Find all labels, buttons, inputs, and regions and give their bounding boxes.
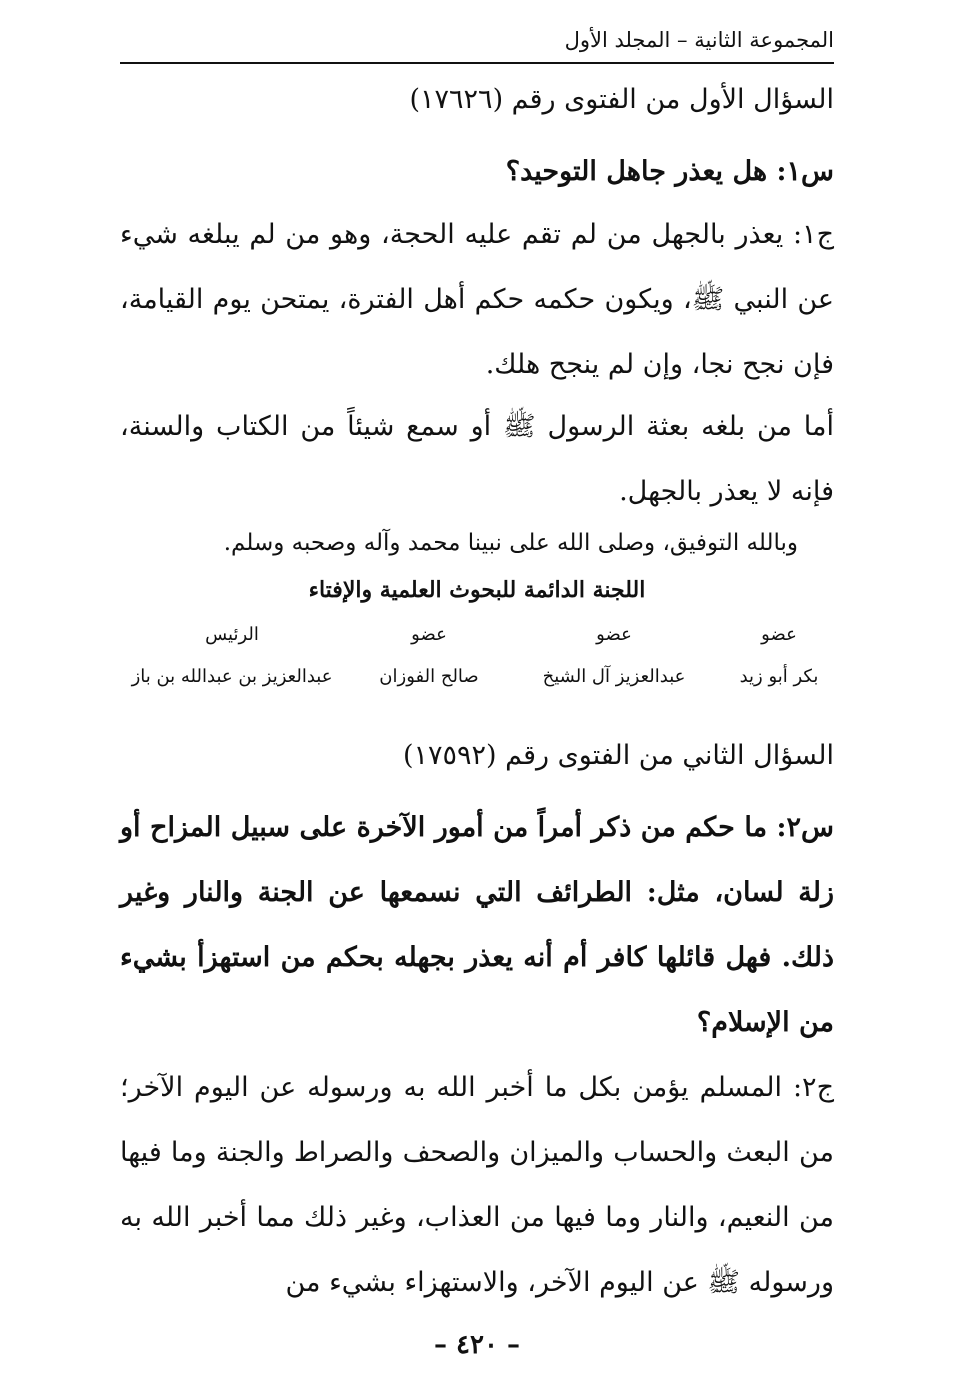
fatwa-2-answer: ج٢: المسلم يؤمن بكل ما أخبر الله به ورسوله عن اليوم الآخر؛ من البعث والحساب والميزان والصحف والصراط والجنة وما فيها من النعيم، والنار وما فيها من العذاب، وغير ذلك مما أخبر الله به ورسوله ﷺ عن اليوم الآخر، والاستهزاء بشيء من	[120, 1072, 834, 1298]
signatory-title: عضو	[411, 624, 447, 645]
running-header: المجموعة الثانية – المجلد الأول	[120, 22, 834, 64]
signatory-names-row	[120, 662, 834, 692]
signatory-titles-row	[120, 620, 834, 650]
signatory-name: بكر أبو زيد	[739, 666, 819, 687]
fatwa-1-answer-paragraph-1: ج١: يعذر بالجهل من لم تقم عليه الحجة، وهو من لم يبلغه شيء عن النبي ﷺ، ويكون حكمه حكم أهل الفترة، يمتحن يوم القيامة، فإن نجح نجا، وإن لم ينجح هلك.	[120, 219, 834, 380]
fatwa-2-question: س٢: ما حكم من ذكر أمراً من أمور الآخرة على سبيل المزاح أو زلة لسان، مثل: الطرائف التي نسمعها عن الجنة والنار وغير ذلك. فهل قائلها كافر أم أنه يعذر بجهله بحكم من استهزأ بشيء من الإسلام؟	[120, 812, 834, 1038]
signatory-title: عضو	[761, 624, 797, 645]
signatory-name: صالح الفوزان	[379, 666, 479, 687]
signatory-title: عضو	[596, 624, 632, 645]
fatwa-1-heading: السؤال الأول من الفتوى رقم (١٧٦٢٦)	[409, 84, 834, 115]
signatory-name: عبدالعزيز آل الشيخ	[542, 666, 686, 687]
signatory-title: الرئيس	[205, 624, 259, 645]
fatwa-2-heading: السؤال الثاني من الفتوى رقم (١٧٥٩٢)	[402, 740, 834, 771]
page-number: – ٤٢٠ –	[433, 1330, 521, 1360]
fatwa-1-closing: وبالله التوفيق، وصلى الله على نبينا محمد وآله وصحبه وسلم.	[223, 530, 798, 556]
fatwa-1-question: س١: هل يعذر جاهل التوحيد؟	[505, 156, 834, 187]
fatwa-1-answer-paragraph-2: أما من بلغه بعثة الرسول ﷺ أو سمع شيئاً من الكتاب والسنة، فإنه لا يعذر بالجهل.	[120, 411, 834, 507]
signatory-name: عبدالعزيز بن عبدالله بن باز	[131, 666, 333, 687]
committee-name: اللجنة الدائمة للبحوث العلمية والإفتاء	[308, 577, 646, 603]
